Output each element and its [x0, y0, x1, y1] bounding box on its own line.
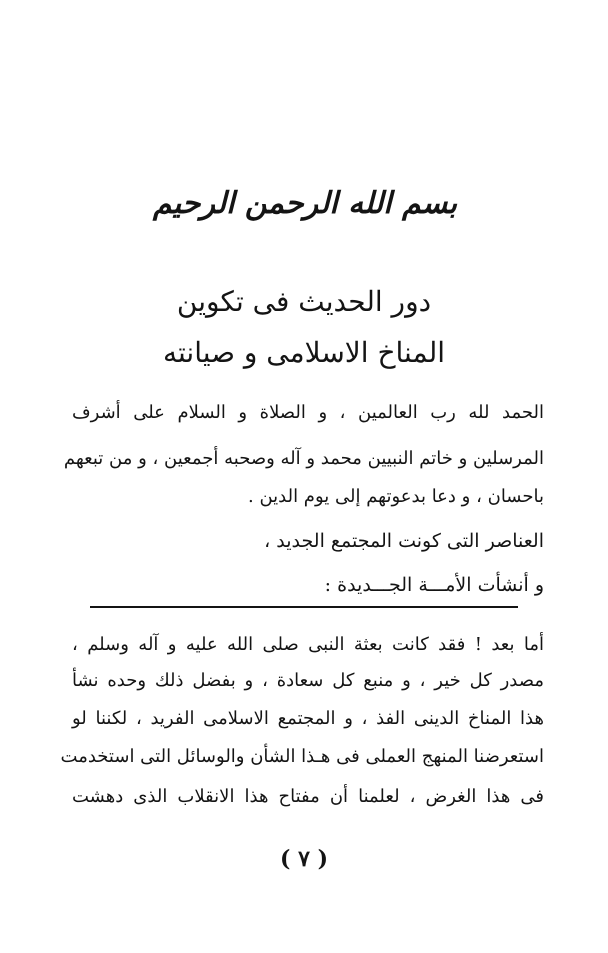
body-line-2: مصدر كل خير ، و منبع كل سعادة ، و بفضل ذلك وحده نشأ	[72, 670, 544, 691]
basmala-calligraphy: بسم الله الرحمن الرحيم	[152, 186, 458, 221]
intro-line-3: باحسان ، و دعا بدعوتهم إلى يوم الدين .	[248, 486, 544, 507]
body-line-3: هذا المناخ الدينى الفذ ، و المجتمع الاسلامى الفريد ، لكننا لو	[72, 708, 544, 729]
section-heading-line-2: و أنشأت الأمـــة الجـــديدة :	[324, 574, 544, 596]
page-number: ( ٧ )	[280, 846, 328, 872]
section-heading-line-1: العناصر التى كونت المجتمع الجديد ،	[264, 530, 544, 552]
intro-line-2: المرسلين و خاتم النبيين محمد و آله وصحبه أجمعين ، و من تبعهم	[63, 448, 544, 469]
heading-underline	[90, 606, 518, 608]
chapter-title-line-1: دور الحديث فى تكوين	[176, 285, 432, 318]
body-line-1: أما بعد ! فقد كانت بعثة النبى صلى الله عليه و آله وسلم ،	[72, 634, 544, 655]
body-line-4: استعرضنا المنهج العملى فى هـذا الشأن والوسائل التى استخدمت	[60, 746, 544, 767]
intro-line-1: الحمد لله رب العالمين ، و الصلاة و السلام على أشرف	[72, 402, 544, 423]
body-line-5: فى هذا الغرض ، لعلمنا أن مفتاح هذا الانقلاب الذى دهشت	[72, 786, 544, 807]
chapter-title-line-2: المناخ الاسلامى و صيانته	[162, 336, 446, 369]
